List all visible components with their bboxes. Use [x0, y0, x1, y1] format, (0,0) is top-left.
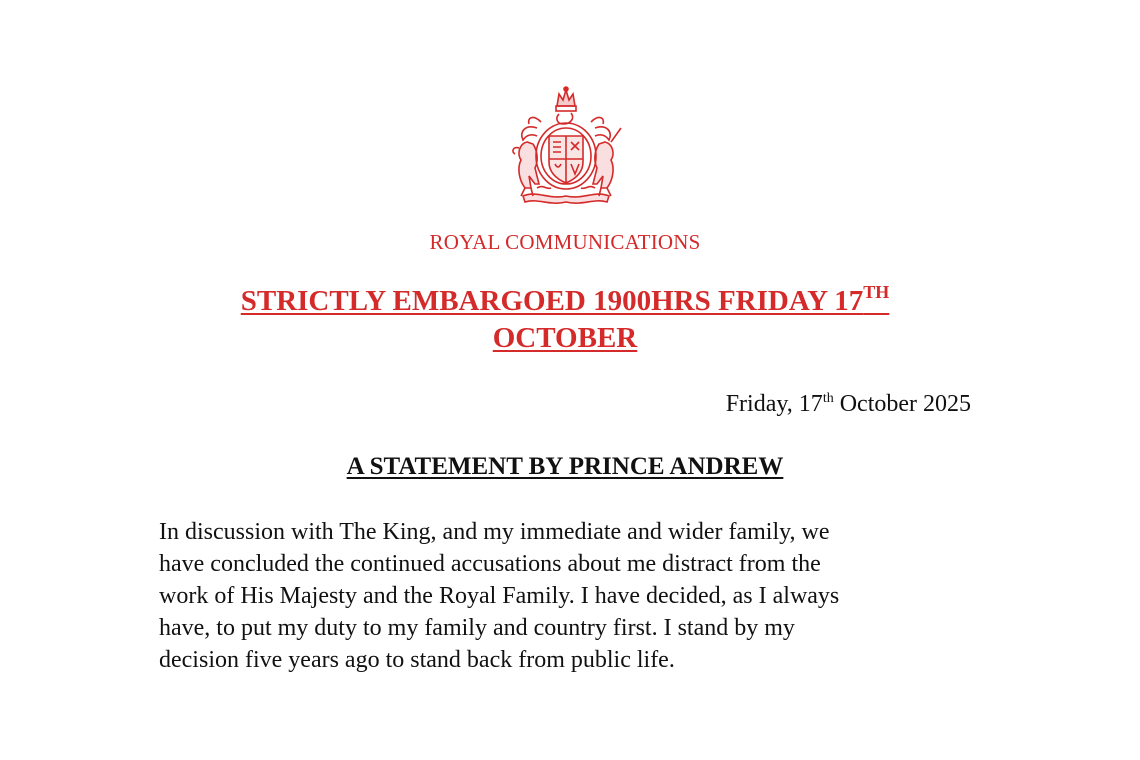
statement-line: work of His Majesty and the Royal Family. I have decided, as I always: [159, 583, 840, 609]
statement-body: [159, 516, 959, 676]
dateline: Friday, 17th October 2025: [725, 391, 971, 417]
statement-line: have concluded the continued accusations about me distract from the: [159, 551, 821, 577]
organisation-name: ROYAL COMMUNICATIONS: [429, 230, 701, 254]
statement-line: have, to put my duty to my family and country first. I stand by my: [159, 615, 795, 641]
dateline-superscript: th: [822, 391, 834, 406]
embargo-line-1: STRICTLY EMBARGOED 1900HRS FRIDAY 17TH: [240, 282, 890, 317]
statement-line: In discussion with The King, and my immediate and wider family, we: [159, 519, 830, 545]
statement-line: decision five years ago to stand back from public life.: [159, 647, 675, 673]
embargo-superscript: TH: [863, 282, 890, 302]
royal-coat-of-arms-icon: [497, 84, 635, 208]
embargo-notice: [0, 283, 1130, 357]
embargo-line-2: OCTOBER: [492, 322, 638, 354]
statement-title: A STATEMENT BY PRINCE ANDREW: [346, 453, 784, 480]
